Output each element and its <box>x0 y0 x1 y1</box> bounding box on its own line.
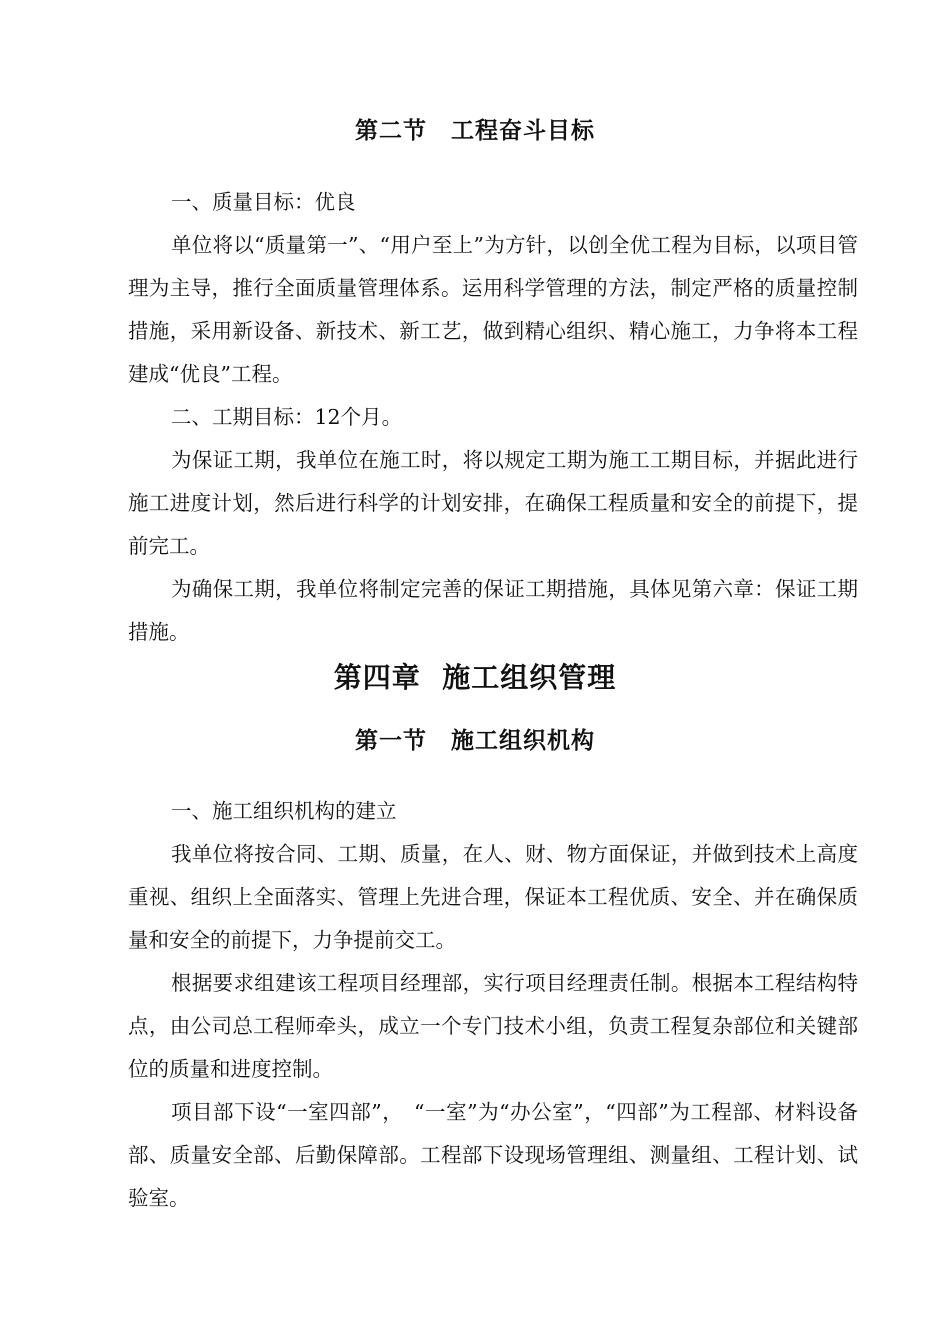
schedule-goal-paragraph-2: 为确保工期，我单位将制定完善的保证工期措施，具体见第六章：保证工期措施。 <box>128 577 858 644</box>
section-title-organization: 第一节 施工组织机构 <box>355 728 595 754</box>
schedule-goal-paragraph-1: 为保证工期，我单位在施工时，将以规定工期为施工工期目标，并据此进行施工进度计划，然后进行科学的计划安排，在确保工程质量和安全的前提下，提前完工。 <box>128 448 858 558</box>
org-paragraph-3: 项目部下设“一室四部”， “一室”为“办公室”，“四部”为工程部、材料设备部、质量安全部、后勤保障部。工程部下设现场管理组、测量组、工程计划、试验室。 <box>128 1100 858 1210</box>
section-title-goals: 第二节 工程奋斗目标 <box>355 118 595 144</box>
quality-goal-paragraph: 单位将以“质量第一”、“用户至上”为方针，以创全优工程为目标，以项目管理为主导，推行全面质量管理体系。运用科学管理的方法，制定严格的质量控制措施，采用新设备、新技术、新工艺，做到精心组织、精心施工，力争将本工程建成“优良”工程。 <box>128 233 858 386</box>
quality-goal-heading: 一、质量目标：优良 <box>171 190 356 214</box>
org-paragraph-2: 根据要求组建该工程项目经理部，实行项目经理责任制。根据本工程结构特点，由公司总工程师牵头，成立一个专门技术小组，负责工程复杂部位和关键部位的质量和进度控制。 <box>128 971 858 1081</box>
schedule-goal-heading: 二、工期目标：12个月。 <box>171 405 403 429</box>
chapter-title: 第四章 施工组织管理 <box>333 661 617 694</box>
org-heading: 一、施工组织机构的建立 <box>171 799 397 823</box>
org-paragraph-1: 我单位将按合同、工期、质量，在人、财、物方面保证，并做到技术上高度重视、组织上全面落实、管理上先进合理，保证本工程优质、安全、并在确保质量和安全的前提下，力争提前交工。 <box>128 842 858 952</box>
